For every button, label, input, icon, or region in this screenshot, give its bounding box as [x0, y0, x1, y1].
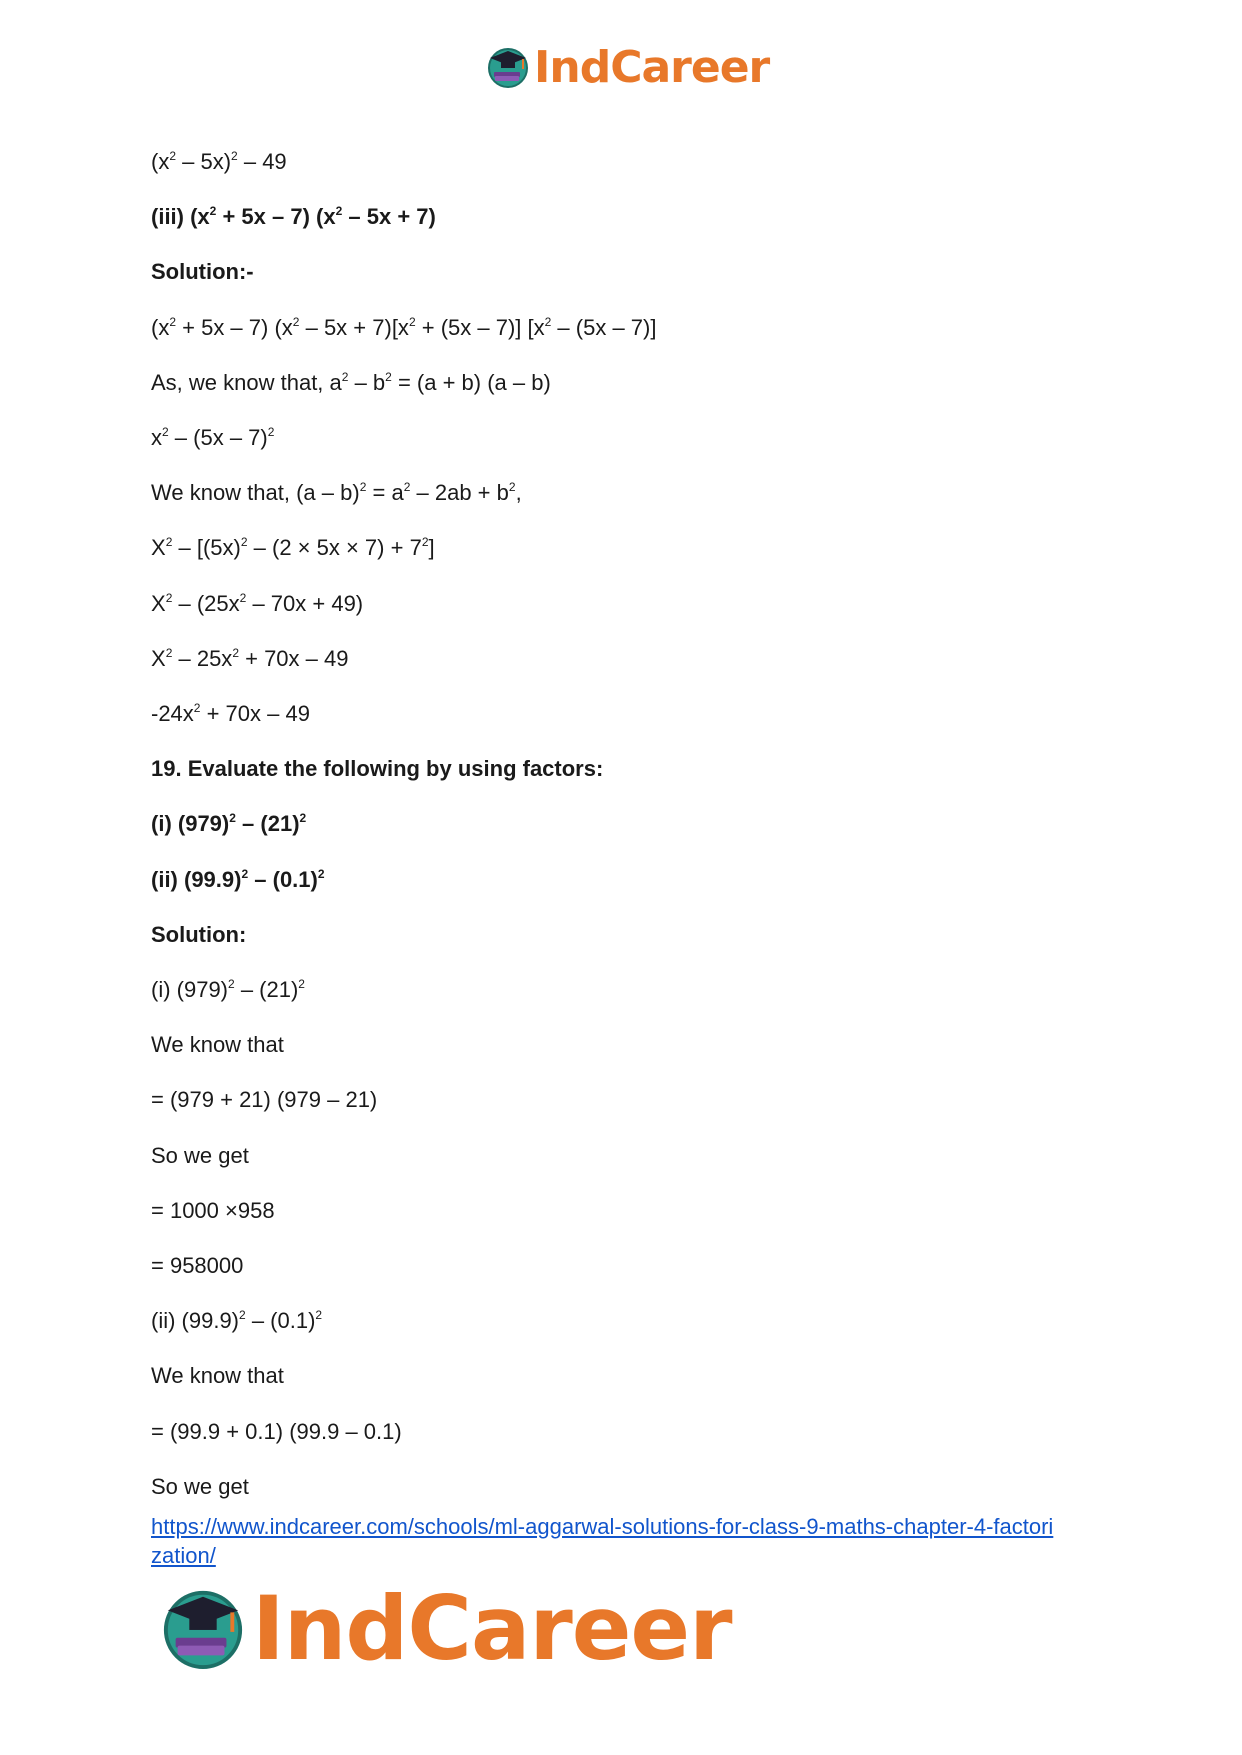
text-line: (i) $(979)^2 - (21)^2$: [151, 811, 307, 837]
text-line: 19. Evaluate the following by using factors:: [151, 756, 604, 782]
text-line: (i) $(979)^2 - (21)^2$: [151, 977, 305, 1002]
text-line: = (979 + 21) (979 – 21): [151, 1087, 378, 1113]
text-line: $x^2 - (5x - 7)^2$: [151, 425, 275, 450]
text-line: (ii) $(99.9)^2 - (0.1)^2$: [151, 1308, 323, 1334]
text-line: $X^2 - 25x^2 + 70x - 49$: [151, 645, 349, 671]
brand-wordmark: IndCareer: [534, 41, 770, 93]
text-line: We know that: [151, 1032, 284, 1058]
text-line: (ii) $(99.9)^2 - (0.1)^2$: [151, 866, 325, 892]
text-line: $(x^2 + 5x - 7)$ $(x^2 - 5x + 7)[x^2 + (5x - 7)]$ $[x^2 - (5x - 7)]$: [151, 314, 657, 340]
source-link[interactable]: [151, 1512, 1111, 1570]
text-line: We know that: [151, 1363, 284, 1389]
footer-logo: [160, 1578, 732, 1678]
text-line: $-24x^2 + 70x - 49$: [151, 701, 310, 726]
text-line: So we get: [151, 1473, 249, 1499]
source-link-line-1: https://www.indcareer.com/schools/ml-aggarwal-solutions-for-class-9-maths-chapter-4-factori: [151, 1514, 1054, 1539]
text-line: Solution:-: [151, 259, 254, 285]
text-line: = 1000 ×958: [151, 1197, 275, 1223]
source-link-line-2: zation/: [151, 1543, 216, 1568]
brand-wordmark: IndCareer: [252, 1576, 732, 1680]
text-line: As, we know that, $a^2 - b^2 = (a + b)$ (a – b): [151, 369, 551, 395]
graduation-cap-books-icon: [486, 45, 530, 89]
text-line: $X^2 - [(5x)^2 - (2 \times 5x \times 7) + 7^2]$: [151, 535, 435, 561]
text-line: (iii) $(x^2 + 5x - 7)$ $(x^2 - 5x + 7)$: [151, 204, 436, 230]
header-logo: [486, 40, 769, 94]
text-line: $X^2 - (25x^2 - 70x + 49)$: [151, 590, 364, 616]
graduation-cap-books-icon: [160, 1585, 246, 1671]
text-line: = 958000: [151, 1253, 244, 1278]
text-line: = (99.9 + 0.1) (99.9 – 0.1): [151, 1418, 402, 1444]
text-line: So we get: [151, 1142, 249, 1168]
text-line: Solution:: [151, 921, 247, 947]
text-line: $(x^2 - 5x)^2 - 49$: [151, 149, 287, 174]
text-line: We know that, $(a - b)^2 = a^2 - 2ab + b^2$,: [151, 480, 522, 506]
